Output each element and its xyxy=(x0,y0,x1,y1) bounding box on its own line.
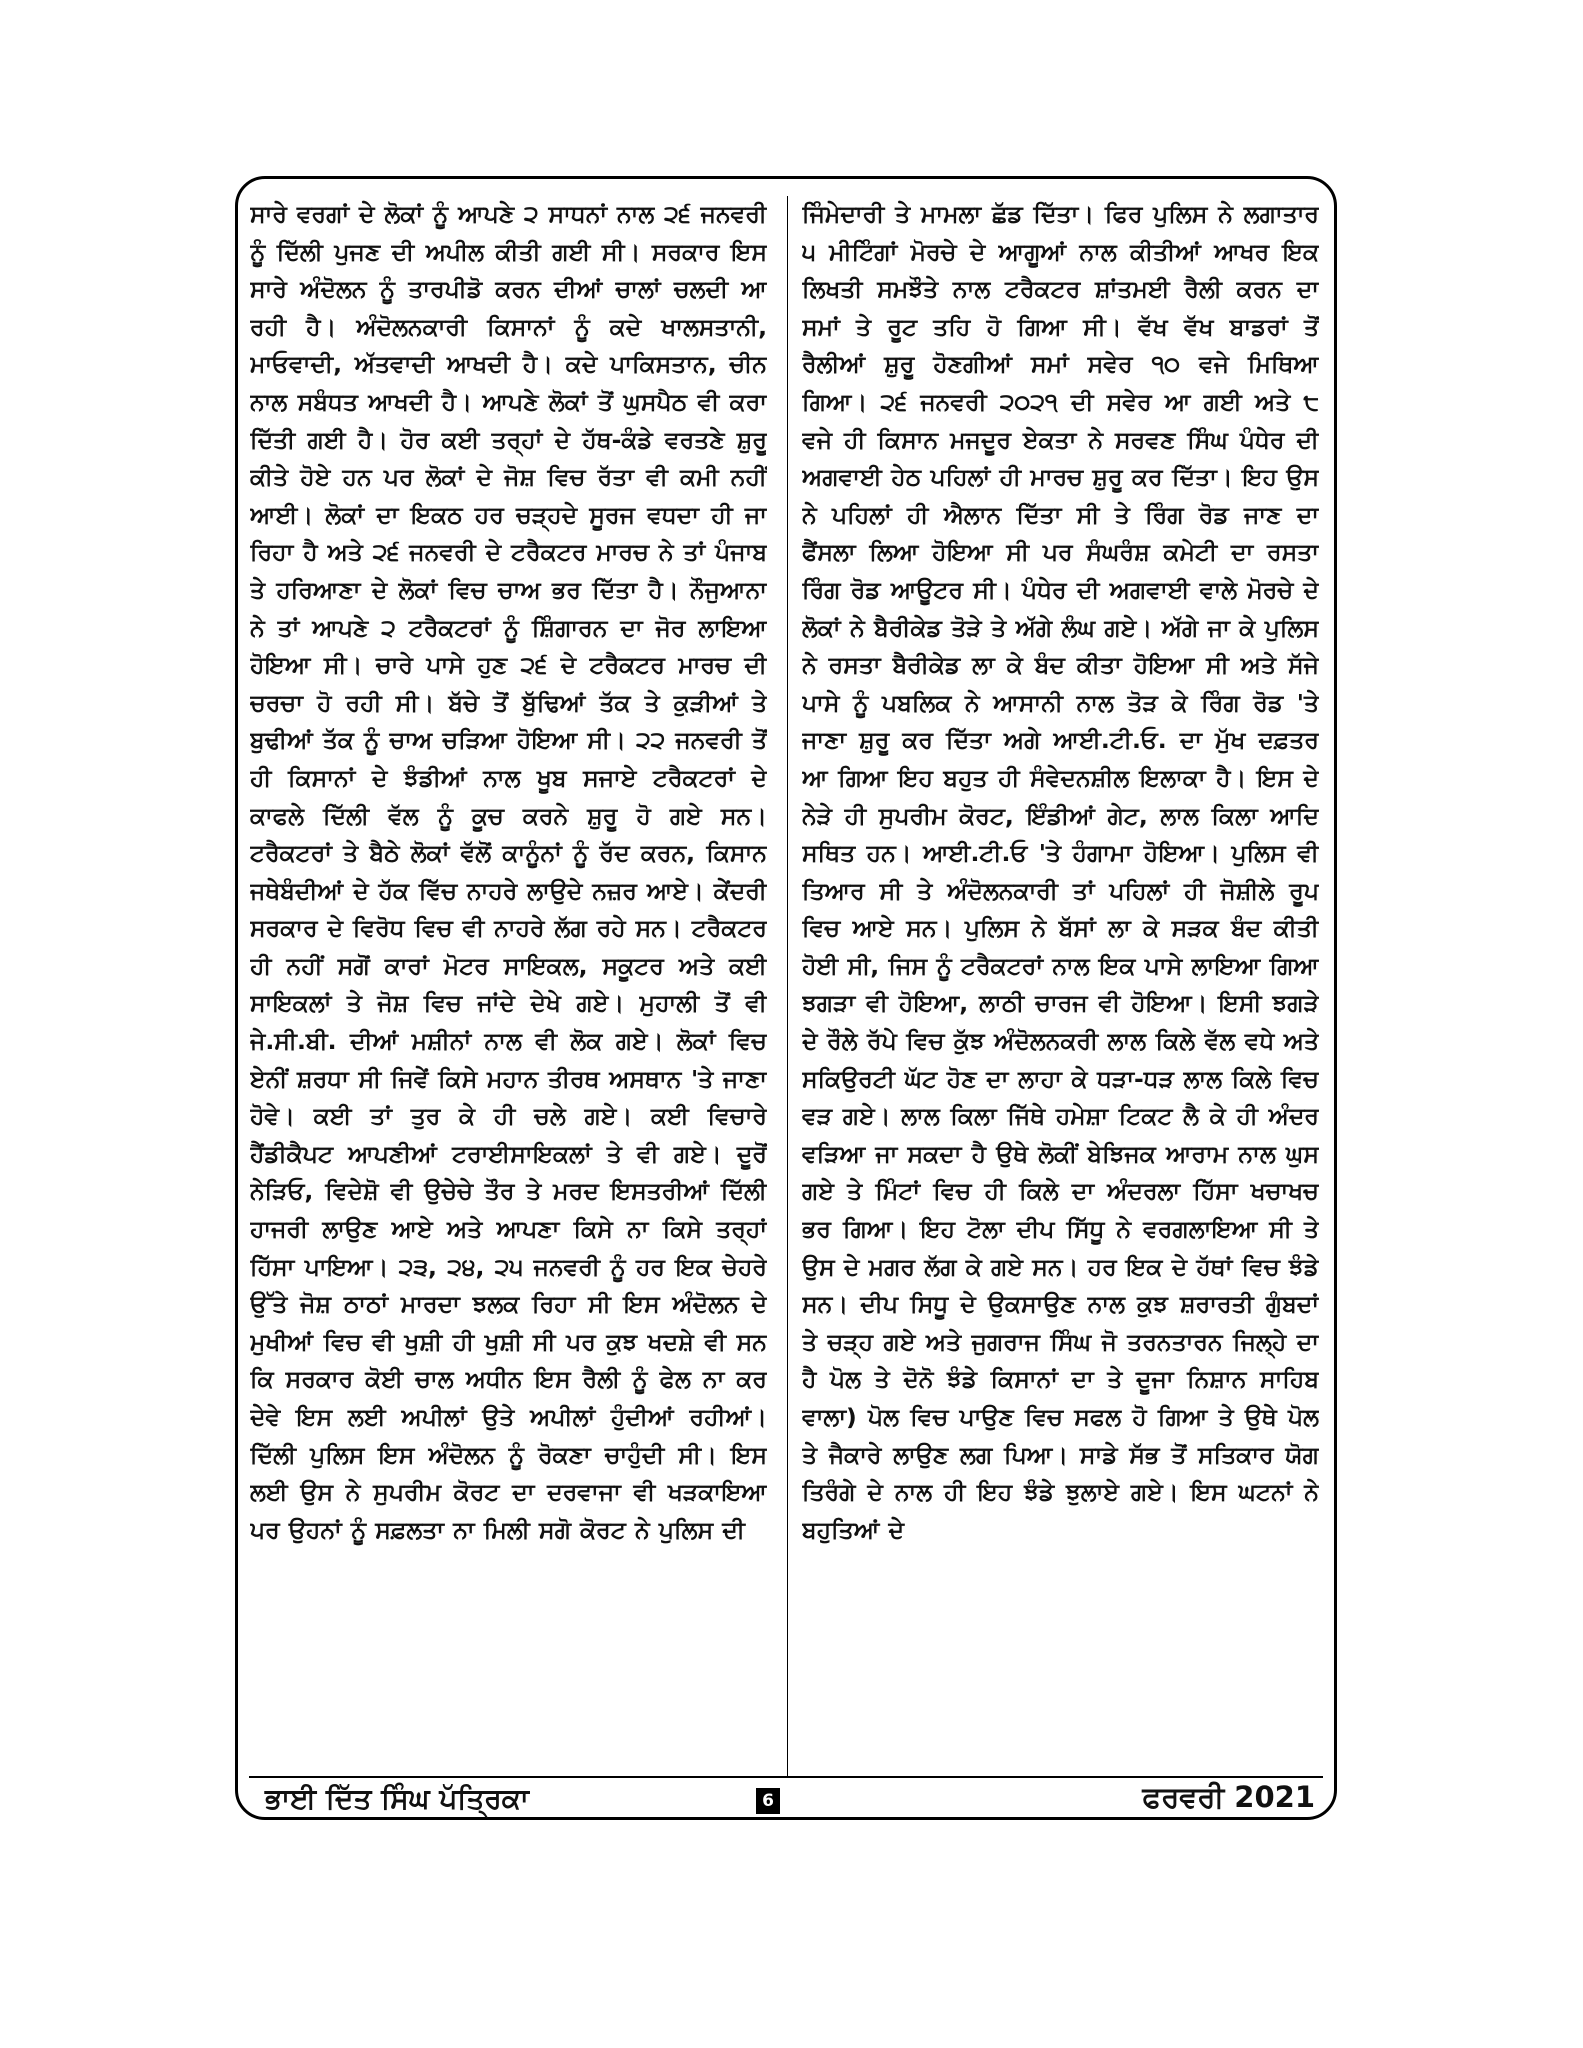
column-divider xyxy=(787,196,788,1778)
article-body xyxy=(250,196,1330,1778)
footer-rule xyxy=(249,1776,1323,1778)
page-number: 6 xyxy=(756,1788,780,1814)
issue-date: ਫਰਵਰੀ 2021 xyxy=(1142,1780,1315,1814)
right-column xyxy=(802,196,1319,1778)
page-footer xyxy=(235,1776,1337,1820)
right-column-text: ਜਿੰਮੇਦਾਰੀ ਤੇ ਮਾਮਲਾ ਛੱਡ ਦਿੱਤਾ। ਫਿਰ ਪੁਲਿਸ ਨੇ ਲਗਾਤਾਰ ੫ ਮੀਟਿੰਗਾਂ ਮੋਰਚੇ ਦੇ ਆਗੂਆਂ ਨਾਲ ਕੀਤੀਆਂ ਆਖਰ ਇਕ ਲਿਖਤੀ ਸਮਝੌਤੇ ਨਾਲ ਟਰੈਕਟਰ ਸ਼ਾਂਤਮਈ ਰੈਲੀ ਕਰਨ ਦਾ ਸਮਾਂ ਤੇ ਰੂਟ ਤਹਿ ਹੋ ਗਿਆ ਸੀ। ਵੱਖ ਵੱਖ ਬਾਡਰਾਂ ਤੋਂ ਰੈਲੀਆਂ ਸ਼ੁਰੂ ਹੋਣਗੀਆਂ ਸਮਾਂ ਸਵੇਰ ੧੦ ਵਜੇ ਮਿਥਿਆ ਗਿਆ। ੨੬ ਜਨਵਰੀ ੨੦੨੧ ਦੀ ਸਵੇਰ ਆ ਗਈ ਅਤੇ ੮ ਵਜੇ ਹੀ ਕਿਸਾਨ ਮਜਦੂਰ ਏਕਤਾ ਨੇ ਸਰਵਣ ਸਿੰਘ ਪੰਧੇਰ ਦੀ ਅਗਵਾਈ ਹੇਠ ਪਹਿਲਾਂ ਹੀ ਮਾਰਚ ਸ਼ੁਰੂ ਕਰ ਦਿੱਤਾ। ਇਹ ਉਸ ਨੇ ਪਹਿਲਾਂ ਹੀ ਐਲਾਨ ਦਿੱਤਾ ਸੀ ਤੇ ਰਿੰਗ ਰੋਡ ਜਾਣ ਦਾ ਫੈਂਸਲਾ ਲਿਆ ਹੋਇਆ ਸੀ ਪਰ ਸੰਘਰੰਸ਼ ਕਮੇਟੀ ਦਾ ਰਸਤਾ ਰਿੰਗ ਰੋਡ ਆਊਟਰ ਸੀ। ਪੰਧੇਰ ਦੀ ਅਗਵਾਈ ਵਾਲੇ ਮੋਰਚੇ ਦੇ ਲੋਕਾਂ ਨੇ ਬੈਰੀਕੇਡ ਤੋੜੇ ਤੇ ਅੱਗੇ ਲੰਘ ਗਏ। ਅੱਗੇ ਜਾ ਕੇ ਪੁਲਿਸ ਨੇ ਰਸਤਾ ਬੈਰੀਕੇਡ ਲਾ ਕੇ ਬੰਦ ਕੀਤਾ ਹੋਇਆ ਸੀ ਅਤੇ ਸੱਜੇ ਪਾਸੇ ਨੂੰ ਪਬਲਿਕ ਨੇ ਆਸਾਨੀ ਨਾਲ ਤੋੜ ਕੇ ਰਿੰਗ ਰੋਡ 'ਤੇ ਜਾਣਾ ਸ਼ੁਰੂ ਕਰ ਦਿੱਤਾ ਅਗੇ ਆਈ.ਟੀ.ਓ. ਦਾ ਮੁੱਖ ਦਫ਼ਤਰ ਆ ਗਿਆ ਇਹ ਬਹੁਤ ਹੀ ਸੰਵੇਦਨਸ਼ੀਲ ਇਲਾਕਾ ਹੈ। ਇਸ ਦੇ ਨੇੜੇ ਹੀ ਸੁਪਰੀਮ ਕੋਰਟ, ਇੰਡੀਆਂ ਗੇਟ, ਲਾਲ ਕਿਲਾ ਆਦਿ ਸਥਿਤ ਹਨ। ਆਈ.ਟੀ.ਓ 'ਤੇ ਹੰਗਾਮਾ ਹੋਇਆ। ਪੁਲਿਸ ਵੀ ਤਿਆਰ ਸੀ ਤੇ ਅੰਦੋਲਨਕਾਰੀ ਤਾਂ ਪਹਿਲਾਂ ਹੀ ਜੋਸ਼ੀਲੇ ਰੂਪ ਵਿਚ ਆਏ ਸਨ। ਪੁਲਿਸ ਨੇ ਬੱਸਾਂ ਲਾ ਕੇ ਸੜਕ ਬੰਦ ਕੀਤੀ ਹੋਈ ਸੀ, ਜਿਸ ਨੂੰ ਟਰੈਕਟਰਾਂ ਨਾਲ ਇਕ ਪਾਸੇ ਲਾਇਆ ਗਿਆ ਝਗੜਾ ਵੀ ਹੋਇਆ, ਲਾਠੀ ਚਾਰਜ ਵੀ ਹੋਇਆ। ਇਸੀ ਝਗੜੇ ਦੇ ਰੌਲੇ ਰੱਪੇ ਵਿਚ ਕੁੱਝ ਅੰਦੋਲਨਕਰੀ ਲਾਲ ਕਿਲੇ ਵੱਲ ਵਧੇ ਅਤੇ ਸਕਿਉਰਟੀ ਘੱਟ ਹੋਣ ਦਾ ਲਾਹਾ ਕੇ ਧੜਾ-ਧੜ ਲਾਲ ਕਿਲੇ ਵਿਚ ਵੜ ਗਏ। ਲਾਲ ਕਿਲਾ ਜਿੱਥੇ ਹਮੇਸ਼ਾ ਟਿਕਟ ਲੈ ਕੇ ਹੀ ਅੰਦਰ ਵੜਿਆ ਜਾ ਸਕਦਾ ਹੈ ਉਥੇ ਲੋਕੀਂ ਬੇਝਿਜਕ ਆਰਾਮ ਨਾਲ ਘੁਸ ਗਏ ਤੇ ਮਿੰਟਾਂ ਵਿਚ ਹੀ ਕਿਲੇ ਦਾ ਅੰਦਰਲਾ ਹਿੱਸਾ ਖਚਾਖਚ ਭਰ ਗਿਆ। ਇਹ ਟੋਲਾ ਦੀਪ ਸਿੱਧੂ ਨੇ ਵਰਗਲਾਇਆ ਸੀ ਤੇ ਉਸ ਦੇ ਮਗਰ ਲੱਗ ਕੇ ਗਏ ਸਨ। ਹਰ ਇਕ ਦੇ ਹੱਥਾਂ ਵਿਚ ਝੰਡੇ ਸਨ। ਦੀਪ ਸਿਧੂ ਦੇ ਉਕਸਾਉਣ ਨਾਲ ਕੁਝ ਸ਼ਰਾਰਤੀ ਗੁੰਬਦਾਂ ਤੇ ਚੜ੍ਹ ਗਏ ਅਤੇ ਜੁਗਰਾਜ ਸਿੰਘ ਜੋ ਤਰਨਤਾਰਨ ਜਿਲ੍ਹੇ ਦਾ ਹੈ ਪੋਲ ਤੇ ਦੋਨੋ ਝੰਡੇ ਕਿਸਾਨਾਂ ਦਾ ਤੇ ਦੂਜਾ ਨਿਸ਼ਾਨ ਸਾਹਿਬ ਵਾਲਾ) ਪੋਲ ਵਿਚ ਪਾਉਣ ਵਿਚ ਸਫਲ ਹੋ ਗਿਆ ਤੇ ਉਥੇ ਪੋਲ ਤੇ ਜੈਕਾਰੇ ਲਾਉਣ ਲਗ ਪਿਆ। ਸਾਡੇ ਸੱਭ ਤੋਂ ਸਤਿਕਾਰ ਯੋਗ ਤਿਰੰਗੇ ਦੇ ਨਾਲ ਹੀ ਇਹ ਝੰਡੇ ਝੁਲਾਏ ਗਏ। ਇਸ ਘਟਨਾਂ ਨੇ ਬਹੁਤਿਆਂ ਦੇ xyxy=(802,200,1319,1544)
left-column xyxy=(250,196,767,1778)
left-column-text: ਸਾਰੇ ਵਰਗਾਂ ਦੇ ਲੋਕਾਂ ਨੂੰ ਆਪਣੇ ੨ ਸਾਧਨਾਂ ਨਾਲ ੨੬ ਜਨਵਰੀ ਨੂੰ ਦਿੱਲੀ ਪੁਜਣ ਦੀ ਅਪੀਲ ਕੀਤੀ ਗਈ ਸੀ। ਸਰਕਾਰ ਇਸ ਸਾਰੇ ਅੰਦੋਲਨ ਨੂੰ ਤਾਰਪੀਡੋ ਕਰਨ ਦੀਆਂ ਚਾਲਾਂ ਚਲਦੀ ਆ ਰਹੀ ਹੈ। ਅੰਦੋਲਨਕਾਰੀ ਕਿਸਾਨਾਂ ਨੂੰ ਕਦੇ ਖਾਲਸਤਾਨੀ, ਮਾਓਵਾਦੀ, ਅੱਤਵਾਦੀ ਆਖਦੀ ਹੈ। ਕਦੇ ਪਾਕਿਸਤਾਨ, ਚੀਨ ਨਾਲ ਸਬੰਧਤ ਆਖਦੀ ਹੈ। ਆਪਣੇ ਲੋਕਾਂ ਤੋਂ ਘੁਸਪੈਠ ਵੀ ਕਰਾ ਦਿੱਤੀ ਗਈ ਹੈ। ਹੋਰ ਕਈ ਤਰ੍ਹਾਂ ਦੇ ਹੱਥ-ਕੰਡੇ ਵਰਤਣੇ ਸ਼ੁਰੂ ਕੀਤੇ ਹੋਏ ਹਨ ਪਰ ਲੋਕਾਂ ਦੇ ਜੋਸ਼ ਵਿਚ ਰੱਤਾ ਵੀ ਕਮੀ ਨਹੀਂ ਆਈ। ਲੋਕਾਂ ਦਾ ਇਕਠ ਹਰ ਚੜ੍ਹਦੇ ਸੂਰਜ ਵਧਦਾ ਹੀ ਜਾ ਰਿਹਾ ਹੈ ਅਤੇ ੨੬ ਜਨਵਰੀ ਦੇ ਟਰੈਕਟਰ ਮਾਰਚ ਨੇ ਤਾਂ ਪੰਜਾਬ ਤੇ ਹਰਿਆਣਾ ਦੇ ਲੋਕਾਂ ਵਿਚ ਚਾਅ ਭਰ ਦਿੱਤਾ ਹੈ। ਨੌਜੁਆਨਾ ਨੇ ਤਾਂ ਆਪਣੇ ੨ ਟਰੈਕਟਰਾਂ ਨੂੰ ਸ਼ਿੰਗਾਰਨ ਦਾ ਜੋਰ ਲਾਇਆ ਹੋਇਆ ਸੀ। ਚਾਰੇ ਪਾਸੇ ਹੁਣ ੨੬ ਦੇ ਟਰੈਕਟਰ ਮਾਰਚ ਦੀ ਚਰਚਾ ਹੋ ਰਹੀ ਸੀ। ਬੱਚੇ ਤੋਂ ਬੁੱਢਿਆਂ ਤੱਕ ਤੇ ਕੁੜੀਆਂ ਤੇ ਬੁਢੀਆਂ ਤੱਕ ਨੂੰ ਚਾਅ ਚੜਿਆ ਹੋਇਆ ਸੀ। ੨੨ ਜਨਵਰੀ ਤੋਂ ਹੀ ਕਿਸਾਨਾਂ ਦੇ ਝੰਡੀਆਂ ਨਾਲ ਖੂਬ ਸਜਾਏ ਟਰੈਕਟਰਾਂ ਦੇ ਕਾਫਲੇ ਦਿੱਲੀ ਵੱਲ ਨੂੰ ਕੂਚ ਕਰਨੇ ਸ਼ੁਰੂ ਹੋ ਗਏ ਸਨ। ਟਰੈਕਟਰਾਂ ਤੇ ਬੈਠੇ ਲੋਕਾਂ ਵੱਲੋਂ ਕਾਨੂੰਨਾਂ ਨੂੰ ਰੱਦ ਕਰਨ, ਕਿਸਾਨ ਜਥੇਬੰਦੀਆਂ ਦੇ ਹੱਕ ਵਿੱਚ ਨਾਹਰੇ ਲਾਉਦੇ ਨਜ਼ਰ ਆਏ। ਕੇਂਦਰੀ ਸਰਕਾਰ ਦੇ ਵਿਰੋਧ ਵਿਚ ਵੀ ਨਾਹਰੇ ਲੱਗ ਰਹੇ ਸਨ। ਟਰੈਕਟਰ ਹੀ ਨਹੀਂ ਸਗੋਂ ਕਾਰਾਂ ਮੋਟਰ ਸਾਇਕਲ, ਸਕੂਟਰ ਅਤੇ ਕਈ ਸਾਇਕਲਾਂ ਤੇ ਜੋਸ਼ ਵਿਚ ਜਾਂਦੇ ਦੇਖੇ ਗਏ। ਮੁਹਾਲੀ ਤੋਂ ਵੀ ਜੇ.ਸੀ.ਬੀ. ਦੀਆਂ ਮਸ਼ੀਨਾਂ ਨਾਲ ਵੀ ਲੋਕ ਗਏ। ਲੋਕਾਂ ਵਿਚ ਏਨੀਂ ਸ਼ਰਧਾ ਸੀ ਜਿਵੇਂ ਕਿਸੇ ਮਹਾਨ ਤੀਰਥ ਅਸਥਾਨ 'ਤੇ ਜਾਣਾ ਹੋਵੇ। ਕਈ ਤਾਂ ਤੁਰ ਕੇ ਹੀ ਚਲੇ ਗਏ। ਕਈ ਵਿਚਾਰੇ ਹੈਂਡੀਕੈਪਟ ਆਪਣੀਆਂ ਟਰਾਈਸਾਇਕਲਾਂ ਤੇ ਵੀ ਗਏ। ਦੂਰੋਂ ਨੇੜਿਓ, ਵਿਦੇਸ਼ੋ ਵੀ ਉਚੇਚੇ ਤੌਰ ਤੇ ਮਰਦ ਇਸਤਰੀਆਂ ਦਿੱਲੀ ਹਾਜਰੀ ਲਾਉਣ ਆਏ ਅਤੇ ਆਪਣਾ ਕਿਸੇ ਨਾ ਕਿਸੇ ਤਰ੍ਹਾਂ ਹਿੱਸਾ ਪਾਇਆ। ੨੩, ੨੪, ੨੫ ਜਨਵਰੀ ਨੂੰ ਹਰ ਇਕ ਚੇਹਰੇ ਉੱਤੇ ਜੋਸ਼ ਠਾਠਾਂ ਮਾਰਦਾ ਝਲਕ ਰਿਹਾ ਸੀ ਇਸ ਅੰਦੋਲਨ ਦੇ ਮੁਖੀਆਂ ਵਿਚ ਵੀ ਖੁਸ਼ੀ ਹੀ ਖੁਸ਼ੀ ਸੀ ਪਰ ਕੁਝ ਖਦਸ਼ੇ ਵੀ ਸਨ ਕਿ ਸਰਕਾਰ ਕੋਈ ਚਾਲ ਅਧੀਨ ਇਸ ਰੈਲੀ ਨੂੰ ਫੇਲ ਨਾ ਕਰ ਦੇਵੇ ਇਸ ਲਈ ਅਪੀਲਾਂ ਉਤੇ ਅਪੀਲਾਂ ਹੁੰਦੀਆਂ ਰਹੀਆਂ। ਦਿੱਲੀ ਪੁਲਿਸ ਇਸ ਅੰਦੋਲਨ ਨੂੰ ਰੋਕਣਾ ਚਾਹੁੰਦੀ ਸੀ। ਇਸ ਲਈ ਉਸ ਨੇ ਸੁਪਰੀਮ ਕੋਰਟ ਦਾ ਦਰਵਾਜਾ ਵੀ ਖੜਕਾਇਆ ਪਰ ਉਹਨਾਂ ਨੂੰ ਸਫ਼ਲਤਾ ਨਾ ਮਿਲੀ ਸਗੋ ਕੋਰਟ ਨੇ ਪੁਲਿਸ ਦੀ xyxy=(250,200,767,1544)
publication-name: ਭਾਈ ਦਿੱਤ ਸਿੰਘ ਪੱਤ੍ਰਿਕਾ xyxy=(265,1782,529,1815)
